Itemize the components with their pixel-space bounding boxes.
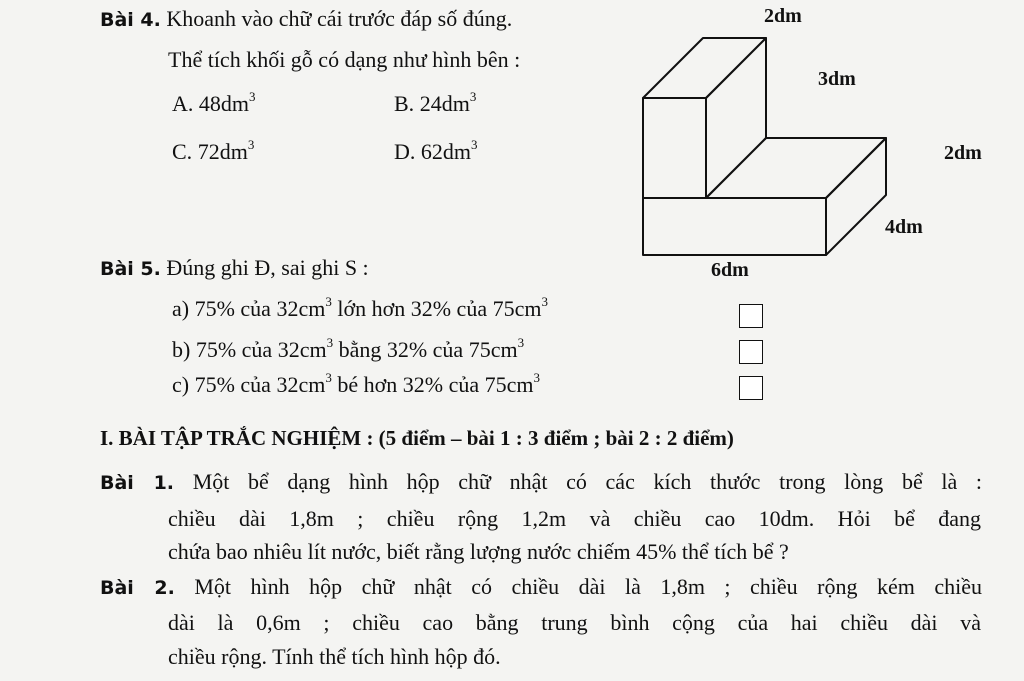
bai1-label: Bài 1.: [100, 472, 175, 494]
bai2-line-2: dài là 0,6m ; chiều cao bằng trung bình cộng của hai chiều dài và: [168, 610, 981, 635]
bai4-option-a[interactable]: A. $48dm^3$: [172, 89, 256, 116]
bai4-option-d-value: 62dm: [420, 139, 472, 164]
block-tall-top: [643, 38, 766, 98]
answer-box-c[interactable]: [739, 376, 763, 400]
bai4-title: Khoanh vào chữ cái trước đáp số đúng.: [166, 6, 513, 31]
bai4-option-d[interactable]: D. $62dm^3$: [394, 137, 478, 164]
bai5-item-b: b) 75% của $32cm^3$ bằng 32% của $75cm^3$: [172, 335, 525, 362]
bai4-question: Thể tích khối gỗ có dạng như hình bên :: [168, 47, 521, 72]
bai2-line-1: Bài 2. Một hình hộp chữ nhật có chiều dài là 1,8m ; chiều rộng kém chiều: [100, 574, 983, 599]
bai4-option-a-value: 48dm: [198, 91, 250, 116]
dim-depth-label: 4dm: [885, 216, 923, 238]
bai1-line-3: chứa bao nhiêu lít nước, biết rằng lượng nước chiếm 45% thể tích bể ?: [168, 539, 789, 564]
bai4-option-c[interactable]: C. $72dm^3$: [172, 137, 255, 164]
bai5-title: Đúng ghi Đ, sai ghi S :: [166, 255, 369, 280]
bai1-line-1: Bài 1. Một bể dạng hình hộp chữ nhật có các kích thước trong lòng bể là :: [100, 469, 983, 494]
block-tall-side: [706, 38, 766, 198]
answer-box-a[interactable]: [739, 304, 763, 328]
bai4-label: Bài 4.: [100, 9, 161, 31]
bai5-heading: [100, 257, 369, 279]
block-step-top: [706, 138, 886, 198]
bai5-label: Bài 5.: [100, 258, 161, 280]
bai5-item-a: a) 75% của $32cm^3$ lớn hơn 32% của $75cm^3$: [172, 294, 548, 321]
bai4-option-b-value: 24dm: [419, 91, 470, 116]
dim-top-label: 2dm: [764, 5, 802, 27]
bai4-option-b[interactable]: B. $24dm^3$: [394, 89, 477, 116]
bai5-item-c: c) 75% của $32cm^3$ bé hơn 32% của $75cm^3$: [172, 370, 540, 397]
bai4-option-c-value: 72dm: [197, 139, 248, 164]
dim-right-label: 2dm: [944, 142, 982, 164]
block-step-side: [826, 138, 886, 255]
section-heading: I. BÀI TẬP TRẮC NGHIỆM : (5 điểm – bài 1 : 3 điểm ; bài 2 : 2 điểm): [100, 426, 734, 450]
dim-upper-right-label: 3dm: [818, 68, 856, 90]
dim-bottom-label: 6dm: [711, 259, 749, 281]
bai1-line-2: chiều dài 1,8m ; chiều rộng 1,2m và chiều cao 10dm. Hỏi bể đang: [168, 506, 981, 531]
block-front-face: [643, 98, 826, 255]
bai2-line-3: chiều rộng. Tính thể tích hình hộp đó.: [168, 644, 501, 669]
bai2-label: Bài 2.: [100, 577, 175, 599]
answer-box-b[interactable]: [739, 340, 763, 364]
